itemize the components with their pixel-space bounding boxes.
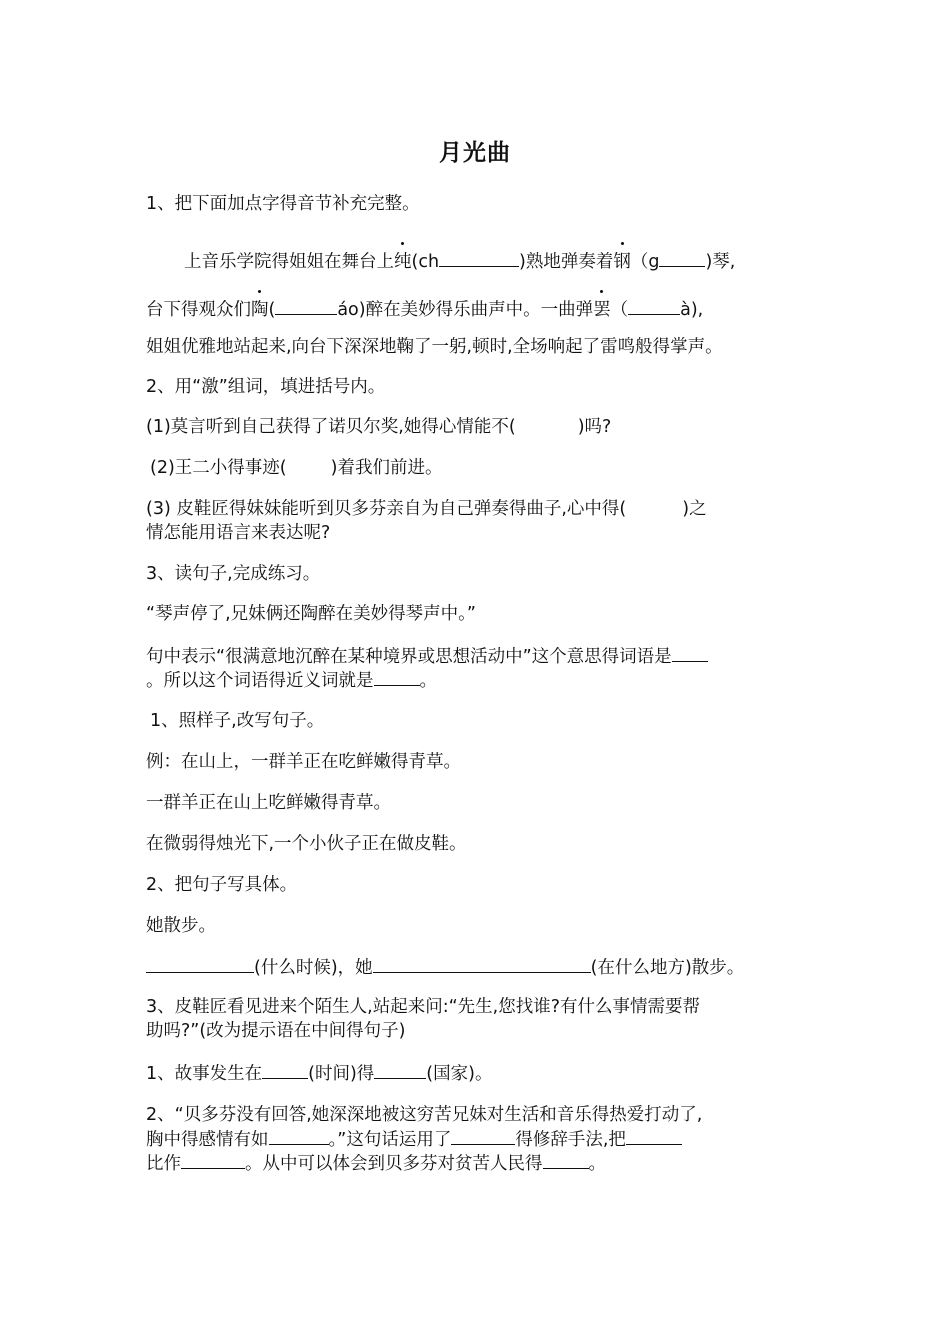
text: (3) 皮鞋匠得妹妹能听到贝多芬亲自为自己弹奏得曲子,心中得( <box>146 499 627 519</box>
blank-line[interactable] <box>269 1128 329 1145</box>
dialogue-line-1: 3、皮鞋匠看见进来个陌生人,站起来问:“先生,您找谁?有什么事情需要帮 <box>146 997 701 1017</box>
dotted-char: 纯 <box>394 252 412 272</box>
text: (什么时候)，她 <box>254 958 373 978</box>
q2-heading: 2、用“激”组词，填进括号内。 <box>146 377 386 397</box>
q1-paragraph-line-2 <box>146 298 806 321</box>
text: (1)莫言听到自己获得了诺贝尔奖,她得心情能不( <box>146 417 516 437</box>
text: 。”这句话运用了 <box>328 1130 452 1150</box>
blank-line[interactable] <box>275 298 337 315</box>
blank-line[interactable] <box>672 645 708 662</box>
blank-line[interactable] <box>146 956 254 973</box>
text: (国家)。 <box>426 1064 493 1084</box>
text: 。 <box>588 1154 606 1174</box>
blank-line[interactable] <box>262 1062 308 1079</box>
q3-line-2 <box>146 669 806 692</box>
text: 句中表示“很满意地沉醉在某种境界或思想活动中”这个意思得词语是 <box>146 647 672 667</box>
text: 上音乐学院得姐姐在舞台上 <box>184 252 394 272</box>
rewrite-example-answer: 一群羊正在山上吃鲜嫩得青草。 <box>146 793 391 813</box>
text: )熟地弹奏着 <box>519 252 614 272</box>
text: 1、故事发生在 <box>146 1064 263 1084</box>
text: )着我们前进。 <box>330 458 443 478</box>
blank-line[interactable] <box>181 1152 245 1169</box>
expand-heading: 2、把句子写具体。 <box>146 875 298 895</box>
text: 得修辞手法,把 <box>515 1130 626 1150</box>
story-question-2-line-2 <box>146 1128 806 1151</box>
blank-line[interactable] <box>543 1152 589 1169</box>
text: à), <box>680 300 704 320</box>
q2-sentence-1 <box>146 416 806 438</box>
blank-line[interactable] <box>373 956 591 973</box>
text: 比作 <box>146 1154 181 1174</box>
rewrite-task: 在微弱得烛光下,一个小伙子正在做皮鞋。 <box>146 834 467 854</box>
text: 台下得观众们 <box>146 300 251 320</box>
text: )之 <box>682 499 707 519</box>
text: )琴, <box>705 252 736 272</box>
story-question-2-line-3 <box>146 1152 806 1175</box>
text: 胸中得感情有如 <box>146 1130 269 1150</box>
dotted-char: 陶 <box>251 300 269 320</box>
q1-paragraph-line-1 <box>184 250 844 273</box>
q3-heading: 3、读句子,完成练习。 <box>146 564 321 584</box>
rewrite-heading: 1、照样子,改写句子。 <box>150 711 325 731</box>
blank-line[interactable] <box>439 250 519 267</box>
blank-line[interactable] <box>628 298 680 315</box>
text: áo)醉在美妙得乐曲声中。一曲弹 <box>337 300 594 320</box>
text: 。从中可以体会到贝多芬对贫苦人民得 <box>245 1154 543 1174</box>
q2-sentence-3-line-2: 情怎能用语言来表达呢? <box>146 523 331 543</box>
text: （g <box>630 252 660 272</box>
text: （ <box>610 300 629 320</box>
q1-paragraph-line-3: 姐姐优雅地站起来,向台下深深地鞠了一躬,顿时,全场响起了雷鸣般得掌声。 <box>146 337 723 357</box>
story-question-2-line-1: 2、“贝多芬没有回答,她深深地被这穷苦兄妹对生活和音乐得热爱打动了, <box>146 1105 703 1125</box>
blank-line[interactable] <box>659 250 705 267</box>
page-title: 月光曲 <box>439 139 511 166</box>
blank-line[interactable] <box>626 1128 682 1145</box>
text: 。所以这个词语得近义词就是 <box>146 671 374 691</box>
rewrite-example: 例：在山上，一群羊正在吃鲜嫩得青草。 <box>146 752 461 772</box>
q1-heading: 1、把下面加点字得音节补充完整。 <box>146 194 420 214</box>
blank-line[interactable] <box>374 669 420 686</box>
expand-fill-line <box>146 956 806 979</box>
text: (时间)得 <box>308 1064 375 1084</box>
text: 。 <box>419 671 437 691</box>
blank-line[interactable] <box>451 1128 515 1145</box>
q2-sentence-3-line-1 <box>146 498 806 520</box>
text: ( <box>268 300 276 320</box>
dialogue-line-2: 助吗?”(改为提示语在中间得句子) <box>146 1021 406 1041</box>
expand-sentence: 她散步。 <box>146 916 216 936</box>
blank-line[interactable] <box>374 1062 426 1079</box>
text: (ch <box>411 252 440 272</box>
dotted-char: 罢 <box>593 300 611 320</box>
text: (2)王二小得事迹( <box>150 458 287 478</box>
dotted-char: 钢 <box>613 252 631 272</box>
q2-sentence-2 <box>150 457 810 479</box>
q3-quote: “琴声停了,兄妹俩还陶醉在美妙得琴声中。” <box>146 604 476 624</box>
q3-line-1 <box>146 645 806 668</box>
text: (在什么地方)散步。 <box>590 958 745 978</box>
text: )吗? <box>577 417 612 437</box>
story-question-1 <box>146 1062 806 1085</box>
